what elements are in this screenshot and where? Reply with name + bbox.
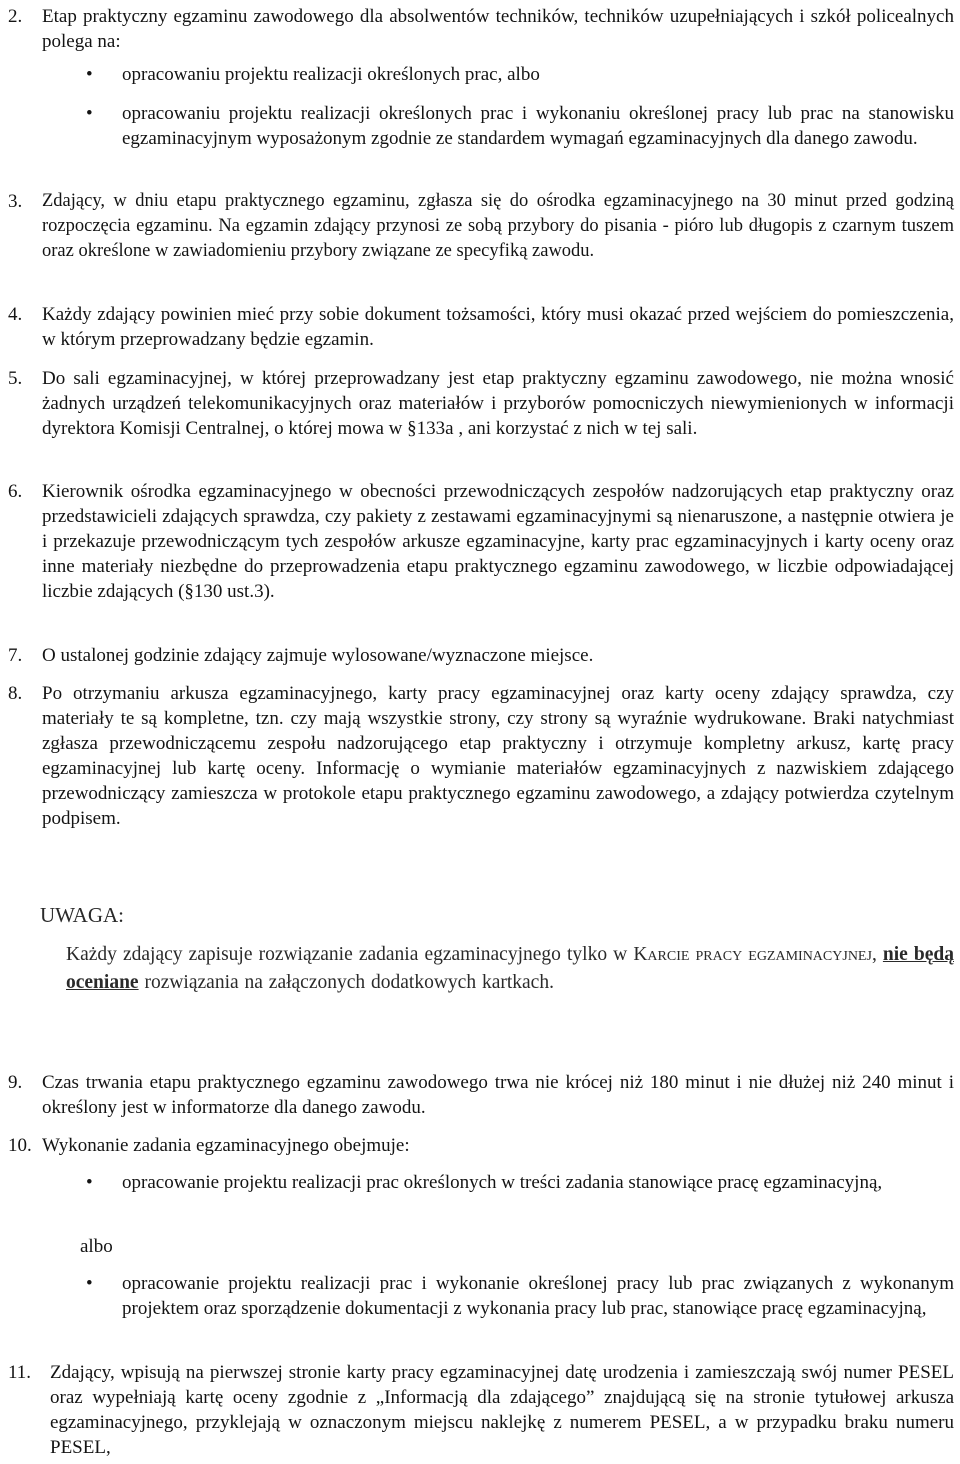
list-item-8 xyxy=(8,681,954,856)
bullet-text: opracowaniu projektu realizacji określonych prac, albo xyxy=(122,64,540,85)
item-text: Wykonanie zadania egzaminacyjnego obejmuje: xyxy=(42,1135,410,1156)
item-number: 2. xyxy=(8,6,23,27)
item-text: Kierownik ośrodka egzaminacyjnego w obecności przewodniczących zespołów nadzorujących etap praktyczny oraz przedstawicieli zdających sprawdza, czy pakiety z zestawami egzaminacyjnymi są nienaruszone, a następnie otwiera je i przekazuje przewodniczącym tych zespołów arkusze egzaminacyjne, karty prac egzaminacyjnych i karty oceny oraz inne materiały niezbędne do przeprowadzenia etapu praktycznego egzaminu zawodowego, w liczbie odpowiadającej liczbie zdających (§130 ust.3). xyxy=(42,481,954,602)
note-text xyxy=(66,941,954,997)
item-text: Etap praktyczny egzaminu zawodowego dla absolwentów techników, techników uzupełniających i szkół policealnych polega na: xyxy=(42,6,954,52)
item-number: 7. xyxy=(8,645,23,666)
bullet-text: opracowanie projektu realizacji prac określonych w treści zadania stanowiące pracę egzaminacyjną, xyxy=(122,1172,883,1193)
card-name: Karcie pracy egzaminacyjnej xyxy=(633,944,872,965)
bullet-marker: • xyxy=(86,1273,93,1294)
item-text: Do sali egzaminacyjnej, w której przeprowadzany jest etap praktyczny egzaminu zawodowego, nie można wnosić żadnych urządzeń telekomunikacyjnych oraz materiałów i przyborów pomocniczych niewymienionych w informacji dyrektora Komisji Centralnej, o której mowa w §133a , ani korzystać z nich w tej sali. xyxy=(42,368,954,439)
connector-word: albo xyxy=(80,1236,113,1257)
note-text-part: Każdy zdający zapisuje rozwiązanie zadania egzaminacyjnego tylko w xyxy=(66,944,634,965)
item-number: 5. xyxy=(8,368,23,389)
bullet-item xyxy=(86,1170,954,1195)
item-text: Każdy zdający powinien mieć przy sobie dokument tożsamości, który musi okazać przed wejściem do pomieszczenia, w którym przeprowadzany będzie egzamin. xyxy=(42,304,954,350)
list-item-3 xyxy=(8,189,954,289)
list-item-5 xyxy=(8,366,954,466)
note-emphasis: nie będą oceniane xyxy=(66,944,955,993)
item-text: Zdający, w dniu etapu praktycznego egzaminu, zgłasza się do ośrodka egzaminacyjnego na 30 minut przed godziną rozpoczęcia egzaminu. Na egzamin zdający przynosi ze sobą przybory do pisania - pióro lub długopis z czarnym tuszem oraz określone w zawiadomieniu przybory związane ze specyfiką zawodu. xyxy=(42,191,954,261)
item-number: 8. xyxy=(8,683,23,704)
list-item-11 xyxy=(8,1360,954,1460)
item-text: O ustalonej godzinie zdający zajmuje wylosowane/wyznaczone miejsce. xyxy=(42,645,594,666)
list-item-7 xyxy=(8,643,954,669)
bullet-marker: • xyxy=(86,64,93,85)
item-text: Zdający, wpisują na pierwszej stronie karty pracy egzaminacyjnej datę urodzenia i zamieszczają swój numer PESEL oraz wypełniają kartę oceny zgodnie z „Informacją dla zdającego” znajdującą się na stronie tytułowej arkusza egzaminacyjnego, przyklejają w oznaczonym miejscu naklejkę z numerem PESEL, a w przypadku braku numeru PESEL, xyxy=(50,1362,954,1458)
item-number: 4. xyxy=(8,304,23,325)
bullet-item xyxy=(86,62,954,87)
note-text-part: , xyxy=(871,944,883,965)
list-item-9 xyxy=(8,1070,954,1122)
item-number: 6. xyxy=(8,481,23,502)
bullet-marker: • xyxy=(86,1172,93,1193)
item-text: Po otrzymaniu arkusza egzaminacyjnego, karty pracy egzaminacyjnej oraz karty oceny zdający sprawdza, czy materiały te są kompletne, tzn. czy mają wszystkie strony, czy strony są wyraźnie wydrukowane. Braki natychmiast zgłasza przewodniczącemu zespołu nadzorującego etap praktyczny i otrzymuje kompletny arkusz, kartę pracy egzaminacyjnej lub kartę oceny. Informację o wymianie materiałów egzaminacyjnych z nazwiskiem zdającego przewodniczący zamieszcza w protokole etapu praktycznego egzaminu zawodowego, a zdający potwierdza czytelnym podpisem. xyxy=(42,683,954,829)
bullet-marker: • xyxy=(86,103,93,124)
note-text-part: rozwiązania na załączonych dodatkowych kartkach. xyxy=(138,972,554,993)
list-item-6 xyxy=(8,479,954,629)
bullet-text: opracowaniu projektu realizacji określonych prac i wykonaniu określonej pracy lub prac na stanowisku egzaminacyjnym wyposażonym zgodnie ze standardem wymagań egzaminacyjnych dla danego zawodu. xyxy=(122,103,954,149)
item-number: 11. xyxy=(8,1362,32,1383)
item-number: 9. xyxy=(8,1072,23,1093)
list-item-4 xyxy=(8,302,954,354)
list-item-10 xyxy=(8,1133,954,1159)
note-heading: UWAGA: xyxy=(40,903,124,927)
bullet-item xyxy=(86,1271,954,1321)
item-text: Czas trwania etapu praktycznego egzaminu zawodowego trwa nie krócej niż 180 minut i nie dłużej niż 240 minut i określony jest w informatorze dla danego zawodu. xyxy=(42,1072,954,1118)
item-number: 10. xyxy=(8,1135,32,1156)
list-item-2 xyxy=(8,4,954,56)
bullet-text: opracowanie projektu realizacji prac i wykonanie określonej pracy lub prac związanych z wykonanym projektem oraz sporządzenie dokumentacji z wykonania pracy lub prac, stanowiące pracę egzaminacyjną, xyxy=(122,1273,954,1319)
bullet-item xyxy=(86,101,954,151)
item-number: 3. xyxy=(8,191,23,212)
